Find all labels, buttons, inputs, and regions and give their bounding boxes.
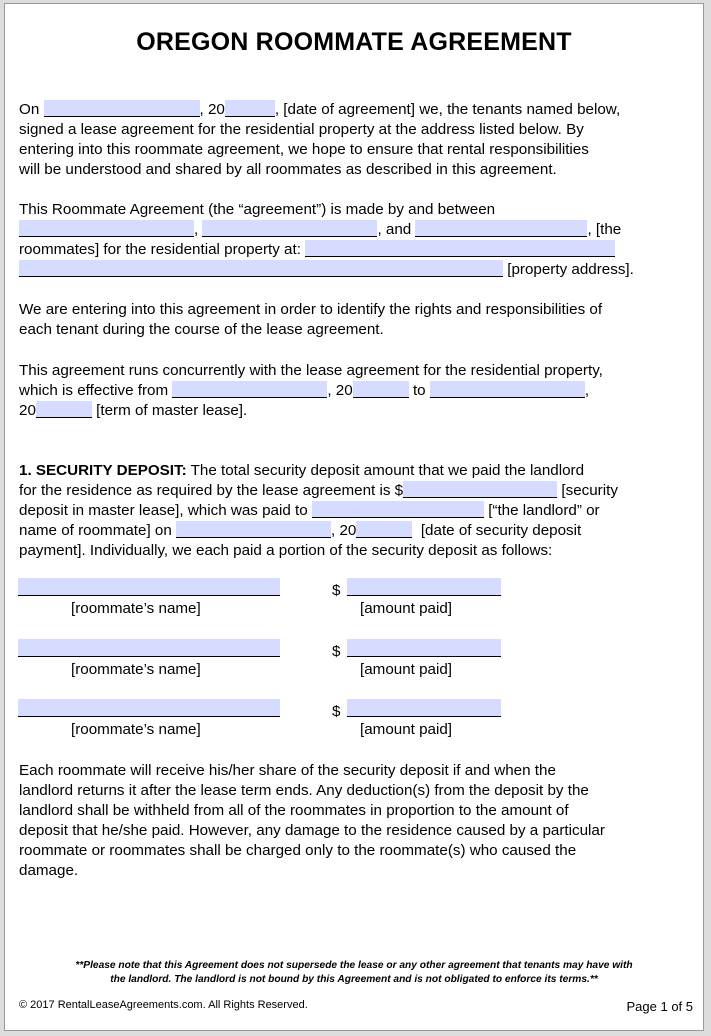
deposit-year-field[interactable] bbox=[356, 521, 412, 538]
property-address-field-2[interactable] bbox=[19, 260, 503, 277]
lease-start-year-field[interactable] bbox=[353, 381, 409, 398]
roommate-name-field-3[interactable] bbox=[18, 699, 280, 717]
purpose-paragraph: We are entering into this agreement in order to identify the rights and responsibilities of each tenant during the course of the lease agreement. bbox=[19, 301, 603, 338]
roommate-2-field[interactable] bbox=[202, 220, 377, 237]
security-deposit-section: 1. SECURITY DEPOSIT: The total security deposit amount that we paid the landlord for the residence as required by the lease agreement is $ [security deposit in master lease], which was paid to [“the landlord” or name of roommate] on , 20 [date of security deposit payment]. Individually, we each paid a portion of the security deposit as follows: bbox=[19, 462, 618, 559]
amount-paid-field-2[interactable] bbox=[347, 639, 501, 657]
dollar-sign: $ bbox=[332, 703, 341, 720]
roommate-3-field[interactable] bbox=[415, 220, 587, 237]
property-address-field-1[interactable] bbox=[305, 240, 615, 257]
roommate-1-field[interactable] bbox=[19, 220, 194, 237]
deposit-amount-field[interactable] bbox=[403, 481, 557, 498]
section-heading: 1. SECURITY DEPOSIT: bbox=[19, 462, 187, 479]
copyright-footer: © 2017 RentalLeaseAgreements.com. All Rights Reserved. bbox=[19, 999, 308, 1011]
parties-paragraph: This Roommate Agreement (the “agreement”) is made by and between , , and , [the roommates] for the residential property at: [property address]. bbox=[19, 201, 634, 278]
roommate-name-label: [roommate’s name] bbox=[71, 600, 201, 617]
deposit-paid-to-field[interactable] bbox=[312, 501, 484, 518]
roommate-name-field-2[interactable] bbox=[18, 639, 280, 657]
lease-start-date-field[interactable] bbox=[172, 381, 327, 398]
amount-paid-field-3[interactable] bbox=[347, 699, 501, 717]
page-number: Page 1 of 5 bbox=[626, 999, 693, 1014]
amount-paid-field-1[interactable] bbox=[347, 578, 501, 596]
dollar-sign: $ bbox=[332, 582, 341, 599]
agreement-year-field[interactable] bbox=[225, 100, 275, 117]
lease-end-date-field[interactable] bbox=[430, 381, 585, 398]
roommate-name-label: [roommate’s name] bbox=[71, 661, 201, 678]
amount-paid-label: [amount paid] bbox=[360, 600, 453, 617]
document-title: OREGON ROOMMATE AGREEMENT bbox=[136, 28, 572, 56]
term-paragraph: This agreement runs concurrently with the lease agreement for the residential property, which is effective from , 20 to , 20 [term of master lease]. bbox=[19, 362, 603, 419]
amount-paid-label: [amount paid] bbox=[360, 721, 453, 738]
roommate-name-label: [roommate’s name] bbox=[71, 721, 201, 738]
deposit-date-field[interactable] bbox=[176, 521, 331, 538]
lease-end-year-field[interactable] bbox=[36, 401, 92, 418]
intro-paragraph: On , 20 , [date of agreement] we, the tenants named below, signed a lease agreement for the residential property at the address listed below. By entering into this roommate agreement, we hope to ensure that rental responsibilities will be understood and shared by all roommates as described in this agreement. bbox=[19, 101, 621, 178]
disclaimer-note: **Please note that this Agreement does not supersede the lease or any other agreement that tenants may have with the landlord. The landlord is not bound by this Agreement and is not obligated to enforce its terms.** bbox=[75, 960, 633, 985]
agreement-date-field[interactable] bbox=[44, 100, 200, 117]
roommate-name-field-1[interactable] bbox=[18, 578, 280, 596]
deposit-return-paragraph: Each roommate will receive his/her share of the security deposit if and when the landlord returns it after the lease term ends. Any deduction(s) from the deposit by the landlord shall be withheld from all of the roommates in proportion to the amount of deposit that he/she paid. However, any damage to the residence caused by a particular roommate or roommates shall be charged only to the roommate(s) who caused the damage. bbox=[19, 762, 605, 879]
dollar-sign: $ bbox=[332, 643, 341, 660]
amount-paid-label: [amount paid] bbox=[360, 661, 453, 678]
document-page bbox=[4, 3, 704, 1031]
